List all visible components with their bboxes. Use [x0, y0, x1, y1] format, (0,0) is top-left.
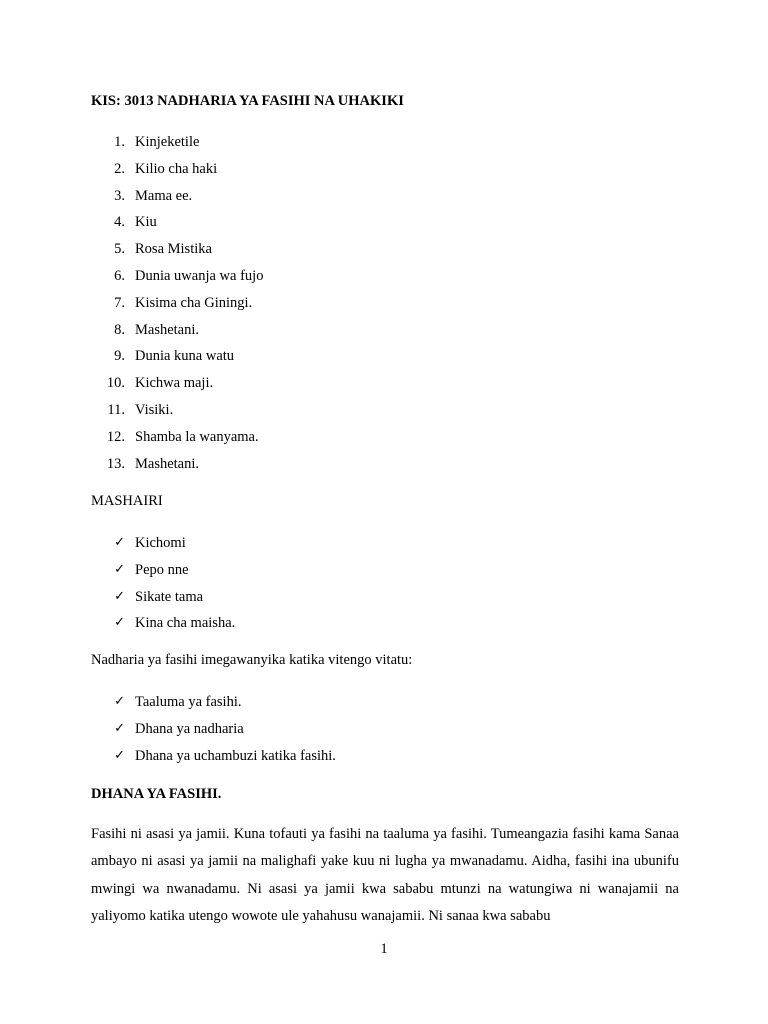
list-item	[91, 612, 235, 639]
list-number: 13.	[106, 455, 125, 472]
list-item	[91, 131, 263, 158]
list-item	[91, 718, 336, 745]
list-item	[91, 372, 263, 399]
intro-line: Nadharia ya fasihi imegawanyika katika vitengo vitatu:	[91, 652, 413, 668]
list-item-text: Kichomi	[135, 535, 186, 551]
list-number: 11.	[107, 401, 125, 418]
list-item	[91, 238, 263, 265]
mashairi-label: MASHAIRI	[91, 493, 163, 509]
list-item-text: Kina cha maisha.	[135, 615, 236, 632]
list-item-text: Kisima cha Giningi.	[135, 294, 253, 311]
list-item-text: Mashetani.	[135, 455, 200, 472]
list-item	[91, 586, 235, 613]
list-item-text: Mashetani.	[135, 321, 200, 338]
list-number: 12.	[106, 428, 125, 445]
list-item-text: Sikate tama	[135, 588, 204, 605]
list-item	[91, 265, 263, 292]
document-title: KIS: 3013 NADHARIA YA FASIHI NA UHAKIKI	[91, 93, 404, 109]
list-item-text: Pepo nne	[135, 561, 189, 578]
list-item	[91, 559, 235, 586]
list-item	[91, 345, 263, 372]
list-number: 6.	[114, 267, 125, 284]
list-number: 1.	[114, 134, 125, 150]
list-number: 2.	[114, 160, 125, 177]
checkmark-icon: ✓	[114, 561, 125, 577]
list-item-text: Dunia kuna watu	[135, 348, 235, 365]
list-number: 9.	[114, 348, 125, 365]
list-item	[91, 158, 263, 185]
list-item	[91, 691, 336, 718]
list-item-text: Kiu	[135, 214, 157, 231]
checkmark-icon: ✓	[114, 720, 125, 736]
list-item-text: Visiki.	[135, 401, 174, 418]
list-item	[91, 211, 263, 238]
list-number: 7.	[114, 294, 125, 311]
list-item-text: Dhana ya nadharia	[135, 720, 244, 737]
page-number: 1	[380, 941, 388, 957]
list-item	[91, 399, 263, 426]
checkmark-icon: ✓	[114, 615, 125, 631]
book-numbered-list	[91, 131, 263, 479]
checkmark-icon: ✓	[114, 747, 125, 763]
vitengo-checklist	[91, 691, 336, 771]
list-item	[91, 426, 263, 453]
list-item-text: Taaluma ya fasihi.	[135, 694, 242, 710]
list-item	[91, 745, 336, 772]
list-item-text: Kilio cha haki	[135, 160, 218, 177]
list-item-text: Kinjeketile	[135, 134, 200, 150]
list-item	[91, 319, 263, 346]
list-item-text: Dunia uwanja wa fujo	[135, 267, 264, 284]
list-item	[91, 453, 263, 480]
list-item-text: Kichwa maji.	[135, 375, 214, 392]
list-number: 3.	[114, 187, 125, 204]
list-number: 4.	[114, 214, 125, 231]
list-item	[91, 185, 263, 212]
list-number: 5.	[114, 241, 125, 258]
list-item	[91, 532, 235, 559]
section-heading: DHANA YA FASIHI.	[91, 786, 222, 802]
list-item	[91, 292, 263, 319]
list-item-text: Dhana ya uchambuzi katika fasihi.	[135, 747, 336, 764]
list-item-text: Mama ee.	[135, 187, 193, 204]
body-paragraph: Fasihi ni asasi ya jamii. Kuna tofauti ya fasihi na taaluma ya fasihi. Tumeangazia fasihi kama Sanaa ambayo ni asasi ya jamii na malighafi yake kuu ni lugha ya mwanadamu. Aidha, fasihi ina ubunifu mwingi wa nwanadamu. Ni asasi ya jamii kwa sababu mtunzi na watungiwa ni wanajamii na yaliyomo katika utengo wowote ule yahahusu wanajamii. Ni sanaa kwa sababu	[91, 826, 679, 924]
list-item-text: Rosa Mistika	[135, 241, 212, 258]
checkmark-icon: ✓	[114, 694, 125, 709]
list-number: 8.	[114, 321, 125, 338]
checkmark-icon: ✓	[114, 588, 125, 604]
checkmark-icon: ✓	[114, 535, 125, 550]
list-item-text: Shamba la wanyama.	[135, 428, 259, 445]
mashairi-checklist	[91, 532, 235, 639]
list-number: 10.	[106, 375, 125, 392]
